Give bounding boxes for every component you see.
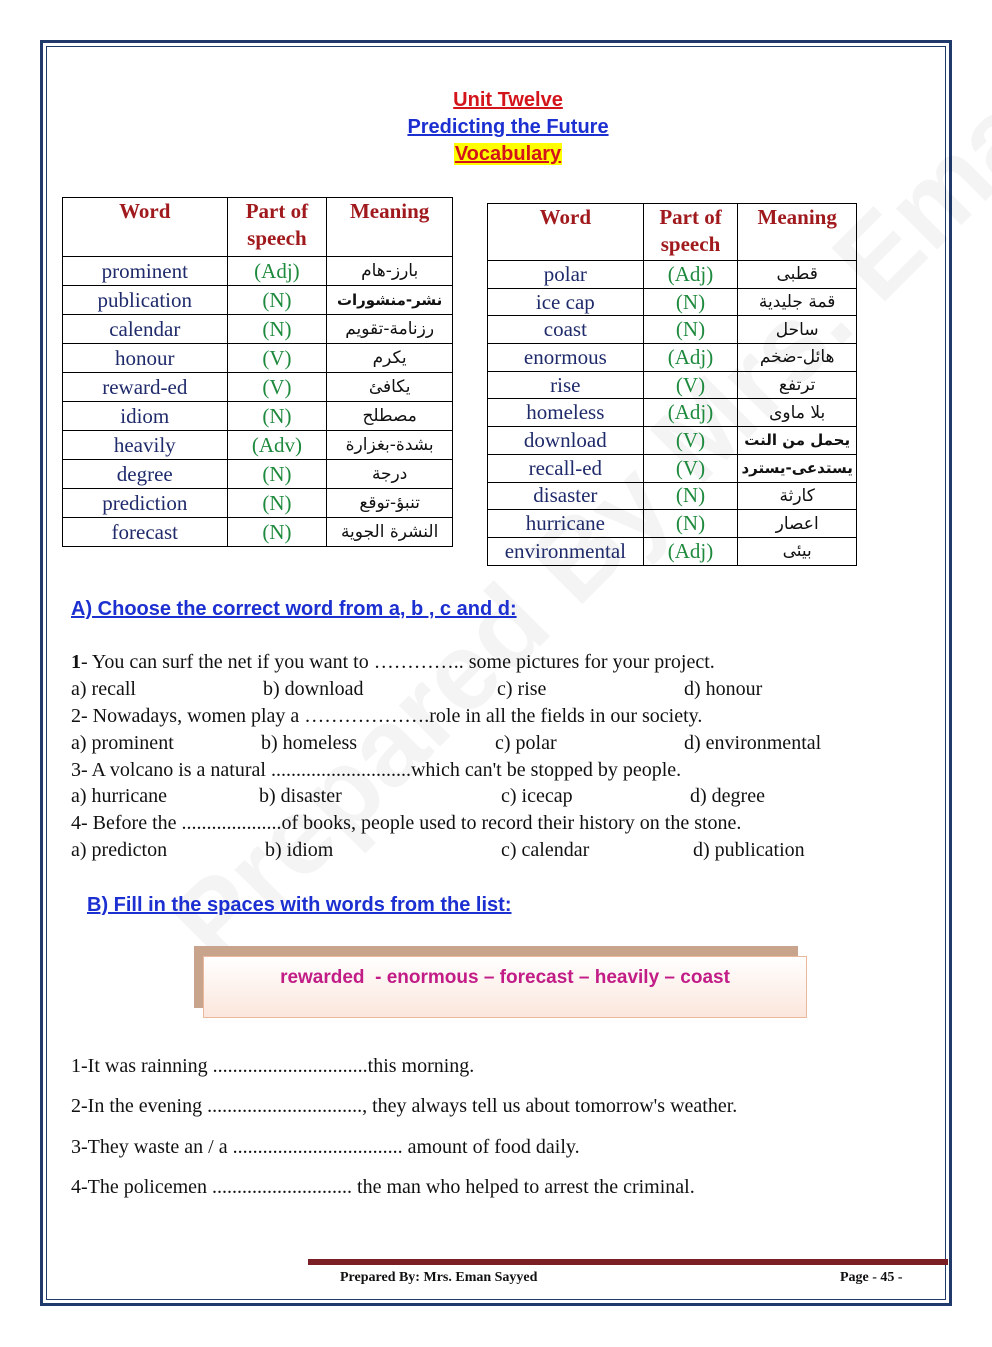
vocab-left-row — [63, 489, 453, 518]
vocab-word: prediction — [63, 489, 228, 518]
vocab-word: polar — [488, 261, 644, 289]
vocab-word: reward-ed — [63, 373, 228, 402]
header-part-of-speech: Part of speech — [643, 204, 738, 261]
header-meaning: Meaning — [327, 198, 453, 257]
fill-sentence-4: 4-The policemen ............................ the man who helped to arrest the criminal. — [71, 1176, 695, 1198]
vocab-part-of-speech: (V) — [643, 427, 738, 455]
vocab-meaning: ساحل — [738, 316, 857, 344]
header-word: Word — [488, 204, 644, 261]
vocab-left-row — [63, 315, 453, 344]
vocab-word: disaster — [488, 482, 644, 510]
vocab-meaning: قمة جليدية — [738, 288, 857, 316]
q1-option-d: d) honour — [684, 678, 763, 700]
q1-option-c: c) rise — [497, 678, 547, 700]
vocab-word: ice cap — [488, 288, 644, 316]
vocab-part-of-speech: (N) — [643, 482, 738, 510]
vocab-word: forecast — [63, 518, 228, 547]
vocab-part-of-speech: (V) — [227, 373, 327, 402]
vocab-part-of-speech: (V) — [643, 371, 738, 399]
question-2: 2- Nowadays, women play a ……………….role in all the fields in our society. — [71, 705, 703, 727]
vocab-word: prominent — [63, 257, 228, 286]
vocab-part-of-speech: (Adj) — [227, 257, 327, 286]
header-word: Word — [63, 198, 228, 257]
vocab-word: idiom — [63, 402, 228, 431]
vocab-word: recall-ed — [488, 454, 644, 482]
vocab-table-left — [62, 197, 453, 547]
vocab-meaning: بشدة-بغزارة — [327, 431, 453, 460]
vocab-meaning: بلا ماوى — [738, 399, 857, 427]
vocab-right-row — [488, 316, 857, 344]
vocab-word: environmental — [488, 537, 644, 565]
vocab-right-row — [488, 454, 857, 482]
vocab-meaning: يكافئ — [327, 373, 453, 402]
q4-option-d: d) publication — [693, 839, 805, 861]
vocab-right-row — [488, 427, 857, 455]
vocab-word: degree — [63, 460, 228, 489]
vocab-meaning: يكرم — [327, 344, 453, 373]
vocab-left-row — [63, 286, 453, 315]
vocab-meaning: كارثة — [738, 482, 857, 510]
vocab-left-row — [63, 257, 453, 286]
q1-option-a: a) recall — [71, 678, 136, 700]
vocab-part-of-speech: (Adj) — [643, 344, 738, 372]
vocab-word: honour — [63, 344, 228, 373]
vocab-meaning: قطبى — [738, 261, 857, 289]
question-1: 1- You can surf the net if you want to ………….. some pictures for your project. — [71, 651, 715, 673]
vocab-right-row — [488, 261, 857, 289]
vocab-meaning: يستدعى-يسترد — [738, 454, 857, 482]
vocab-part-of-speech: (N) — [227, 460, 327, 489]
vocab-right-row — [488, 510, 857, 538]
vocab-part-of-speech: (Adv) — [227, 431, 327, 460]
vocab-left-row — [63, 460, 453, 489]
vocab-word: coast — [488, 316, 644, 344]
vocab-meaning: بارز-هام — [327, 257, 453, 286]
vocabulary-title: Vocabulary — [454, 143, 562, 165]
q3-option-b: b) disaster — [259, 785, 342, 807]
vocab-word: publication — [63, 286, 228, 315]
vocab-left-row — [63, 344, 453, 373]
vocab-meaning: ترتفع — [738, 371, 857, 399]
q2-option-b: b) homeless — [261, 732, 358, 754]
footer-page-number: Page - 45 - — [840, 1270, 903, 1285]
vocab-meaning: اعصار — [738, 510, 857, 538]
q2-option-c: c) polar — [495, 732, 557, 754]
vocab-meaning: يحمل من النت — [738, 427, 857, 455]
vocab-right-row — [488, 288, 857, 316]
footer-prepared-by: Prepared By: Mrs. Eman Sayyed — [340, 1270, 538, 1285]
vocab-meaning: رزنامة-تقويم — [327, 315, 453, 344]
vocab-left-row — [63, 518, 453, 547]
vocab-word: hurricane — [488, 510, 644, 538]
vocab-word: enormous — [488, 344, 644, 372]
vocab-part-of-speech: (N) — [227, 518, 327, 547]
vocab-part-of-speech: (N) — [227, 489, 327, 518]
fill-sentence-2: 2-In the evening ..............................., they always tell us about tomorrow's weather. — [71, 1095, 738, 1117]
vocab-table-right — [487, 203, 857, 566]
q4-option-b: b) idiom — [265, 839, 334, 861]
vocab-word: homeless — [488, 399, 644, 427]
title-block — [0, 87, 992, 168]
question-3: 3- A volcano is a natural ............................which can't be stopped by people. — [71, 759, 682, 781]
vocab-part-of-speech: (Adj) — [643, 537, 738, 565]
q4-option-a: a) predicton — [71, 839, 168, 861]
vocab-part-of-speech: (N) — [227, 402, 327, 431]
q4-option-c: c) calendar — [501, 839, 590, 861]
q3-option-c: c) icecap — [501, 785, 573, 807]
vocab-meaning: النشرة الجوية — [327, 518, 453, 547]
vocab-right-row — [488, 344, 857, 372]
vocab-right-row — [488, 399, 857, 427]
word-list-box: rewarded - enormous – forecast – heavily – coast — [203, 956, 807, 1018]
vocab-left-row — [63, 402, 453, 431]
q1-option-b: b) download — [263, 678, 364, 700]
vocab-part-of-speech: (N) — [643, 510, 738, 538]
vocab-word: heavily — [63, 431, 228, 460]
fill-sentence-3: 3-They waste an / a .................................. amount of food daily. — [71, 1136, 580, 1158]
section-a-heading: A) Choose the correct word from a, b , c and d: — [71, 598, 517, 620]
q3-option-a: a) hurricane — [71, 785, 168, 807]
vocab-meaning: تنبؤ-توقع — [327, 489, 453, 518]
vocab-part-of-speech: (V) — [227, 344, 327, 373]
vocab-right-row — [488, 537, 857, 565]
vocab-word: download — [488, 427, 644, 455]
q2-option-d: d) environmental — [684, 732, 822, 754]
q3-option-d: d) degree — [690, 785, 765, 807]
vocab-right-row — [488, 371, 857, 399]
vocab-meaning: درجة — [327, 460, 453, 489]
vocab-word: calendar — [63, 315, 228, 344]
footer-bar — [308, 1259, 948, 1265]
lesson-title: Predicting the Future — [407, 116, 609, 138]
vocab-meaning: هائل-ضخم — [738, 344, 857, 372]
question-4: 4- Before the ....................of books, people used to record their history on the stone. — [71, 812, 742, 834]
fill-sentence-1: 1-It was rainning ...............................this morning. — [71, 1055, 475, 1077]
vocab-right-row — [488, 482, 857, 510]
vocab-part-of-speech: (N) — [643, 288, 738, 316]
vocab-word: rise — [488, 371, 644, 399]
q2-option-a: a) prominent — [71, 732, 174, 754]
vocab-part-of-speech: (Adj) — [643, 261, 738, 289]
vocab-meaning: نشر-منشورات — [327, 286, 453, 315]
vocab-meaning: بيئى — [738, 537, 857, 565]
header-meaning: Meaning — [738, 204, 857, 261]
vocab-meaning: مصطلح — [327, 402, 453, 431]
vocab-part-of-speech: (N) — [227, 315, 327, 344]
section-b-heading: B) Fill in the spaces with words from the list: — [87, 894, 512, 916]
vocab-left-row — [63, 431, 453, 460]
vocab-part-of-speech: (V) — [643, 454, 738, 482]
vocab-part-of-speech: (N) — [643, 316, 738, 344]
header-part-of-speech: Part of speech — [227, 198, 327, 257]
unit-title: Unit Twelve — [453, 89, 563, 111]
vocab-part-of-speech: (N) — [227, 286, 327, 315]
vocab-left-row — [63, 373, 453, 402]
vocab-part-of-speech: (Adj) — [643, 399, 738, 427]
